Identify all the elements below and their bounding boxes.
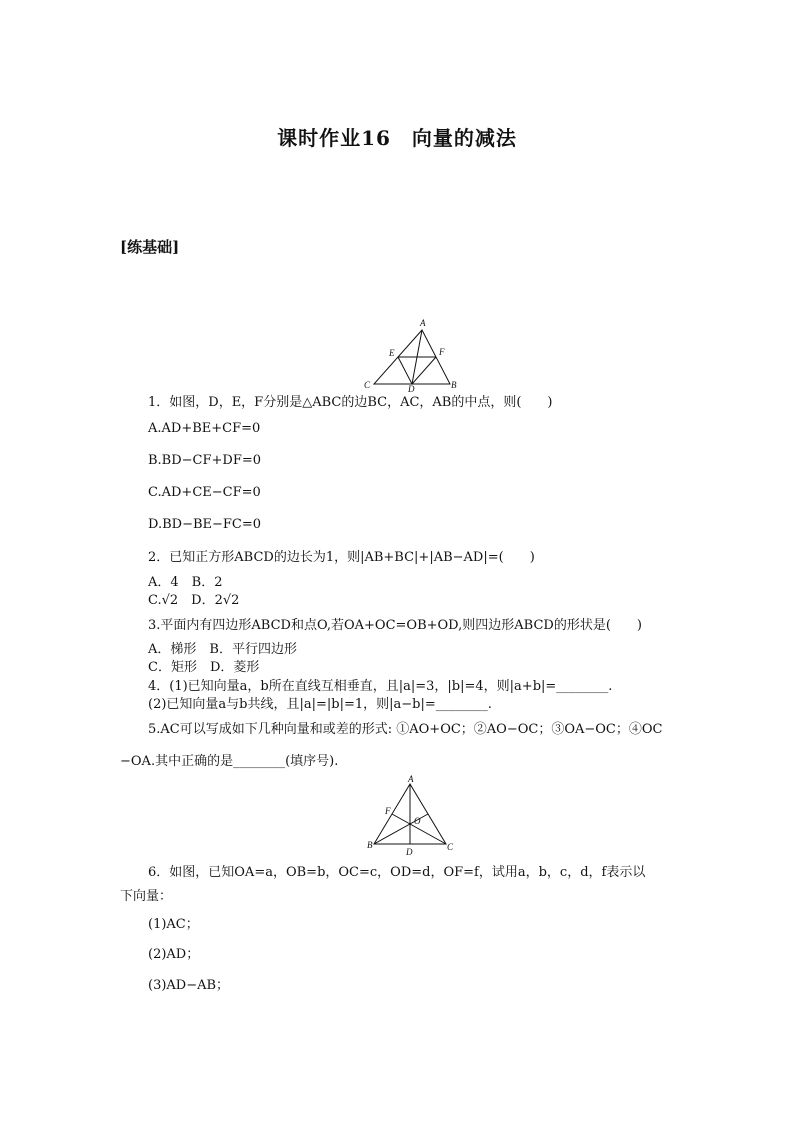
q1-option-c: C.AD+CE−CF=0 [148, 485, 261, 500]
q6-stem-line2: 下向量： [120, 889, 173, 904]
label-a: A [420, 318, 426, 328]
label2-b: B [367, 840, 373, 850]
triangle-figure-2 [364, 774, 460, 860]
label2-c: C [447, 842, 454, 852]
q1-stem: 1．如图，D，E，F分别是△ABC的边BC，AC，AB的中点，则( ) [148, 395, 553, 410]
q5-stem-line1: 5.AC可以写成如下几种向量和或差的形式: ①AO+OC；②AO−OC；③OA−OC；④OC [148, 722, 663, 737]
triangle-figure-1 [360, 314, 464, 392]
q6-part1: (1)AC； [148, 917, 199, 932]
q1-option-d: D.BD−BE−FC=0 [148, 517, 262, 532]
q2-options-cd: C.√2 D．2√2 [148, 593, 240, 608]
q5-stem-line2: −OA.其中正确的是________(填序号). [120, 754, 339, 769]
q1-option-a: A.AD+BE+CF=0 [148, 421, 261, 436]
label-d: D [408, 384, 415, 392]
q4-part2: (2)已知向量a与b共线，且|a|=|b|=1，则|a−b|=________. [148, 697, 492, 712]
q3-options-cd: C．矩形 D．菱形 [148, 660, 260, 675]
segment-ed [398, 357, 412, 384]
label2-f: F [385, 806, 391, 816]
q6-part3: (3)AD−AB； [148, 978, 230, 993]
page-title: 课时作业16 向量的减法 [277, 126, 517, 150]
q2-options-ab: A．4 B．2 [148, 575, 223, 590]
label2-a: A [408, 774, 414, 784]
label2-d: D [406, 847, 413, 857]
label-e: E [389, 348, 395, 358]
label2-o: O [414, 816, 421, 826]
label-b: B [451, 380, 457, 390]
q1-option-b: B.BD−CF+DF=0 [148, 453, 262, 468]
q4-part1: 4．(1)已知向量a，b所在直线互相垂直，且|a|=3，|b|=4，则|a+b|=________. [148, 679, 613, 694]
label-f: F [439, 347, 445, 357]
q6-part2: (2)AD； [148, 947, 200, 962]
label-c: C [364, 380, 371, 390]
segment-fd [412, 357, 436, 384]
q2-stem: 2．已知正方形ABCD的边长为1，则|AB+BC|+|AB−AD|=( ) [148, 550, 535, 565]
section-heading: [练基础] [120, 238, 180, 256]
q3-stem: 3.平面内有四边形ABCD和点O,若OA+OC=OB+OD,则四边形ABCD的形状是( ) [148, 618, 642, 633]
q6-stem-line1: 6．如图，已知OA=a，OB=b，OC=c，OD=d，OF=f，试用a，b，c，d，f表示以 [148, 865, 646, 880]
q3-options-ab: A．梯形 B．平行四边形 [148, 642, 297, 657]
